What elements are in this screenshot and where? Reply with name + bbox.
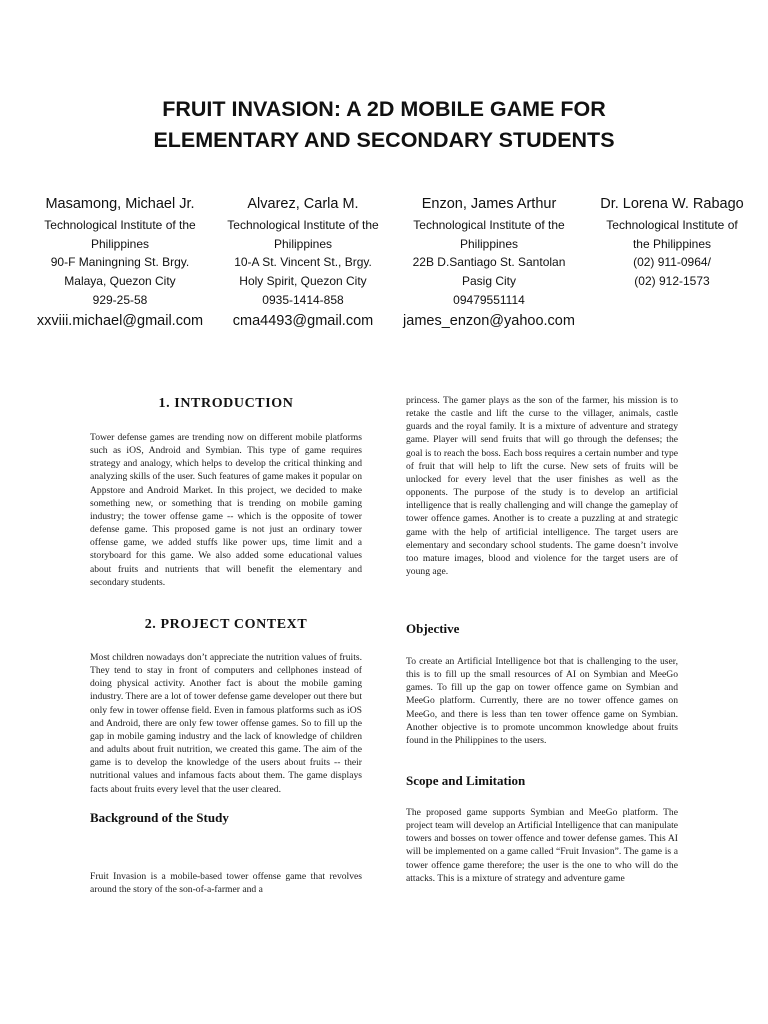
author-3 — [390, 194, 588, 331]
objective-body-block — [406, 655, 678, 747]
author-4 — [592, 194, 752, 291]
author-affiliation: Philippines — [459, 236, 519, 251]
author-name: Dr. Lorena W. Rabago — [600, 196, 744, 212]
intro-body-block — [90, 431, 362, 589]
title-line-1: FRUIT INVASION: A 2D MOBILE GAME FOR — [162, 97, 606, 121]
author-address: Holy Spirit, Quezon City — [239, 274, 367, 289]
objective-body: To create an Artificial Intelligence bot that is challenging to the user, this is to fill up the small resources of AI on Symbian and MeeGo games. To fill up the gap on tower offence game on Symbian and MeeGo platform. Currently, there are no tower offence games on MeeGo, and there is less than ten tower offence game on Symbian. Another objective is to promote uncommon knowledge about fruits found in the Philippines to the users. — [406, 656, 678, 746]
scope-body-block — [406, 806, 678, 885]
objective-heading: Objective — [406, 621, 460, 636]
scope-body: The proposed game supports Symbian and MeeGo platform. The project team will develop an Artificial Intelligence that can manipulate towers and bosses on tower offence and tower defense games. This AI will be implemented on a game called “Fruit Invasion”. The game is a tower offence game therefore; the user is the one to who will do the attacks. This is a mixture of strategy and adventure game — [406, 807, 678, 884]
title-line-2: ELEMENTARY AND SECONDARY STUDENTS — [153, 128, 615, 152]
author-phone: (02) 912-1573 — [634, 274, 710, 289]
author-affiliation: Technological Institute of the — [44, 218, 196, 232]
author-phone: (02) 911-0964/ — [633, 255, 711, 270]
author-phone: 0935-1414-858 — [262, 292, 344, 307]
author-affiliation: Philippines — [90, 236, 150, 251]
author-email[interactable]: xxviii.michael@gmail.com — [36, 312, 204, 329]
scope-section — [406, 772, 678, 789]
author-address: 10-A St. Vincent St., Brgy. — [234, 255, 372, 270]
scope-heading: Scope and Limitation — [406, 773, 526, 788]
author-phone: 09479551114 — [453, 292, 525, 307]
background-heading: Background of the Study — [90, 810, 229, 825]
author-affiliation: Technological Institute of the — [227, 218, 379, 232]
author-affiliation: Technological Institute of the — [413, 218, 565, 232]
intro-heading: 1. INTRODUCTION — [158, 396, 294, 411]
author-name: Enzon, James Arthur — [421, 196, 557, 212]
background-body: Fruit Invasion is a mobile-based tower offense game that revolves around the story of the son-of-a-farmer and a — [90, 871, 362, 896]
intro-section — [90, 395, 362, 413]
author-address: Pasig City — [461, 274, 517, 289]
author-name: Alvarez, Carla M. — [247, 196, 359, 212]
intro-body: Tower defense games are trending now on different mobile platforms such as iOS, Android and Symbian. This type of game requires strategy and analogy, which helps to develop the critical thinking and analyzing skills of the user. Such features of game makes it popular on Appstore and Android Market. In this project, we decided to make something new, or something that is trending on mobile gaming industry; the tower offense game -- which is the opposite of tower defense game. This proposed game is not just an ordinary tower offense game, we added stuffs like power ups, time limit and a storyboard for this game. We also added some educational values about fruits and nutrients that will benefit the elementary and secondary students. — [90, 432, 362, 588]
author-address: Malaya, Quezon City — [64, 274, 176, 289]
author-address: 90-F Maningning St. Brgy. — [50, 255, 190, 270]
author-1 — [30, 194, 210, 331]
author-name: Masamong, Michael Jr. — [45, 196, 195, 212]
author-email[interactable]: cma4493@gmail.com — [232, 312, 374, 329]
author-email[interactable]: james_enzon@yahoo.com — [403, 312, 575, 329]
objective-section — [406, 620, 678, 637]
context-heading: 2. PROJECT CONTEXT — [144, 617, 308, 632]
context-body-block — [90, 651, 362, 796]
author-affiliation: Technological Institute of — [606, 218, 738, 232]
author-affiliation: the Philippines — [632, 236, 712, 251]
paper-title — [0, 94, 768, 156]
background-body-block — [90, 870, 362, 896]
author-address: 22B D.Santiago St. Santolan — [412, 255, 566, 270]
context-body: Most children nowadays don’t appreciate the nutrition values of fruits. They tend to stay in front of computers and cellphones instead of doing physical activity. Another fact is about the mobile gaming industry. There are a lot of tower defense game developer out there but only few in tower offense field. Even in famous platforms such as iOS and Android, there are only few tower offense games. So to fill up the gap in mobile gaming industry and the lack of knowledge of children and adults about fruit nutrition, we created this game. The aim of the game is to develop the knowledge of the users about fruits -- their nutritional values and infamous facts about them. The game displays facts about fruits every level that the user cleared. — [90, 652, 362, 795]
author-phone: 929-25-58 — [92, 292, 148, 307]
right-body-block — [406, 394, 678, 578]
author-affiliation: Philippines — [273, 236, 333, 251]
author-2 — [218, 194, 388, 331]
background-body-continued: princess. The gamer plays as the son of the farmer, his mission is to retake the castle and lift the curse to the villager, animals, castle guards and the royal family. It is a mixture of adventure and strategy game. Player will send fruits that will go through the defenses; the goal is to reach the boss. Each boss requires a certain number and type of fruit that will help to lift the curse. New sets of fruits will be unlocked for every level that the user finishes as well as the opponents. The purpose of the study is to develop an artificial intelligence that is really challenging and will change the gameplay of tower offence games. Another is to create a puzzling at and strategic game with the help of artificial intelligence. The target users are elementary and secondary school students. The game doesn’t involve too mature images, blood and violence for the target users are of young age. — [406, 395, 678, 578]
context-section — [90, 616, 362, 634]
background-section — [90, 809, 362, 826]
